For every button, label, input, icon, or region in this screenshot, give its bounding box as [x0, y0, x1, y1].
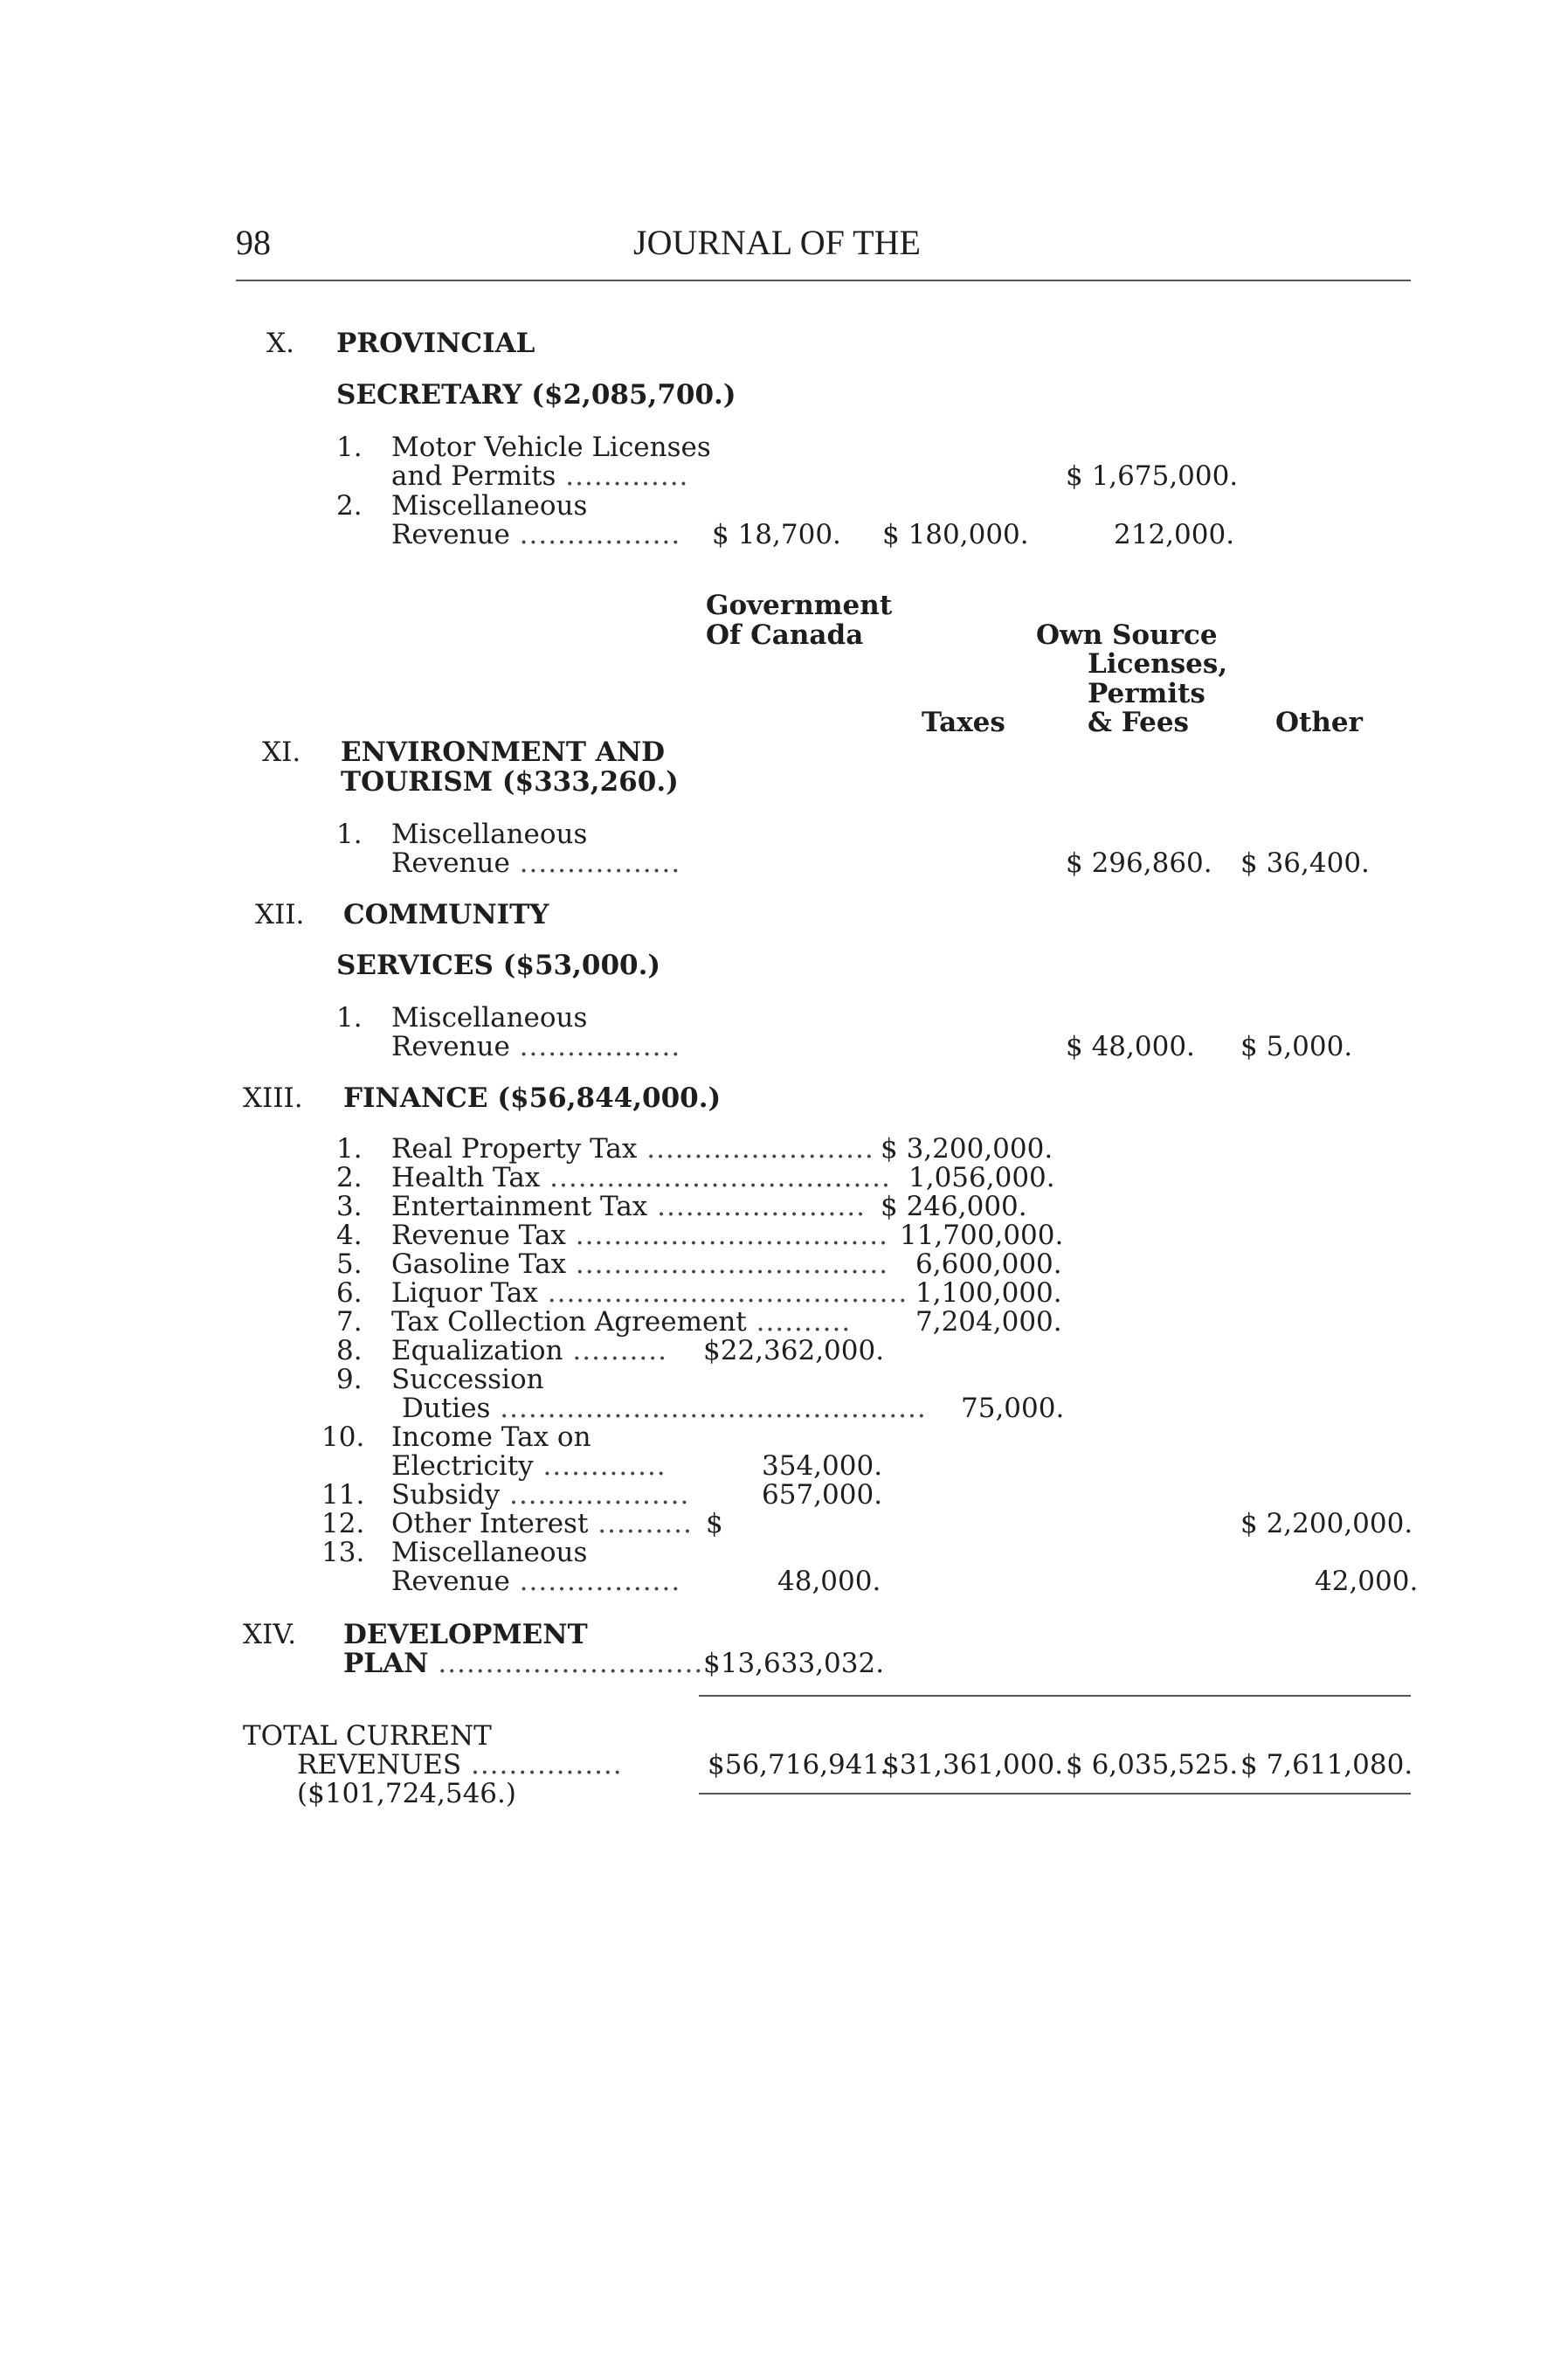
section-subtitle-xii: SERVICES ($53,000.) [336, 950, 661, 981]
item-number: 1. [336, 819, 363, 850]
taxes-value: $ 246,000. [881, 1191, 1027, 1222]
item-label: Subsidy ................... [391, 1479, 690, 1511]
item-label-cont: Electricity ............. [391, 1450, 667, 1482]
item-number: 4. [336, 1220, 363, 1251]
column-header-own-source: Own Source [1036, 619, 1218, 651]
item-label-cont: Revenue ................. [391, 519, 681, 550]
page-number: 98 [236, 223, 271, 262]
totals-top-rule [699, 1695, 1411, 1697]
item-label-cont: and Permits ............. [391, 460, 689, 492]
item-number: 13. [321, 1537, 365, 1568]
taxes-value: 75,000. [961, 1393, 1065, 1424]
taxes-value: $ 180,000. [882, 519, 1029, 550]
licenses-value: $ 1,675,000. [1066, 460, 1239, 492]
item-number: 10. [321, 1421, 365, 1453]
section-numeral-xiv: XIV. [243, 1619, 297, 1650]
item-number: 1. [336, 1002, 363, 1034]
total-licenses-value: $ 6,035,525. [1066, 1749, 1239, 1781]
item-label: Revenue Tax ................................. [391, 1220, 888, 1251]
section-title-xiii: FINANCE ($56,844,000.) [343, 1082, 722, 1114]
header-rule [236, 280, 1411, 281]
licenses-value: 212,000. [1114, 519, 1235, 550]
item-label: Real Property Tax ........................ [391, 1133, 874, 1165]
section-title-xii: COMMUNITY [343, 899, 549, 930]
item-label: Miscellaneous [391, 1002, 588, 1034]
item-number: 6. [336, 1277, 363, 1309]
licenses-value: $ 48,000. [1066, 1031, 1195, 1062]
item-label-cont: Revenue ................. [391, 1566, 681, 1597]
gov-value: $ 18,700. [712, 519, 841, 550]
item-number: 5. [336, 1248, 363, 1280]
item-label: Entertainment Tax ...................... [391, 1191, 866, 1222]
item-label-cont: Revenue ................. [391, 1031, 681, 1062]
item-number: 2. [336, 1162, 363, 1193]
section-numeral-xiii: XIII. [243, 1082, 303, 1114]
totals-label: REVENUES ................ [297, 1749, 623, 1781]
taxes-value: 1,056,000. [908, 1162, 1055, 1193]
taxes-value: 7,204,000. [915, 1306, 1062, 1338]
running-title: JOURNAL OF THE [633, 223, 921, 262]
item-label: Liquor Tax ...................................... [391, 1277, 908, 1309]
totals-bottom-rule [699, 1793, 1411, 1794]
column-header-other: Other [1275, 707, 1363, 738]
other-value: 42,000. [1315, 1566, 1419, 1597]
item-number: 1. [336, 1133, 363, 1165]
item-number: 1. [336, 432, 363, 463]
gov-value: $ [706, 1508, 723, 1539]
taxes-value: 6,600,000. [915, 1248, 1062, 1280]
gov-value: 48,000. [777, 1566, 881, 1597]
item-number: 2. [336, 490, 363, 522]
item-label: Health Tax .................................... [391, 1162, 891, 1193]
gov-value: $13,633,032. [703, 1648, 885, 1679]
total-gov-value: $56,716,941. [708, 1749, 889, 1781]
item-label: Succession [391, 1364, 544, 1395]
section-title-x: PROVINCIAL [336, 328, 535, 359]
totals-label: TOTAL CURRENT [243, 1720, 492, 1752]
item-label: Equalization .......... [391, 1335, 667, 1366]
item-label: Motor Vehicle Licenses [391, 432, 711, 463]
totals-label: ($101,724,546.) [297, 1778, 516, 1809]
column-header-government: Government [706, 590, 893, 621]
item-number: 3. [336, 1191, 363, 1222]
gov-value: $22,362,000. [703, 1335, 885, 1366]
item-label: Miscellaneous [391, 819, 588, 850]
item-number: 11. [321, 1479, 365, 1511]
item-number: 7. [336, 1306, 363, 1338]
taxes-value: $ 3,200,000. [881, 1133, 1053, 1165]
section-title-xiv: DEVELOPMENT [343, 1619, 588, 1650]
section-subtitle-x: SECRETARY ($2,085,700.) [336, 379, 736, 411]
other-value: $ 36,400. [1240, 847, 1370, 879]
gov-value: 657,000. [762, 1479, 883, 1511]
item-label-cont: Revenue ................. [391, 847, 681, 879]
other-value: $ 5,000. [1240, 1031, 1353, 1062]
item-number: 12. [321, 1508, 365, 1539]
item-number: 9. [336, 1364, 363, 1395]
column-header-taxes: Taxes [922, 707, 1005, 738]
section-numeral-xi: XI. [262, 736, 301, 768]
section-subtitle-xiv: PLAN ............................ [343, 1648, 704, 1679]
section-numeral-x: X. [266, 328, 294, 359]
section-numeral-xii: XII. [255, 899, 305, 930]
gov-value: 354,000. [762, 1450, 883, 1482]
section-subtitle-xi: TOURISM ($333,260.) [341, 766, 679, 798]
total-taxes-value: $31,361,000. [882, 1749, 1064, 1781]
item-label: Miscellaneous [391, 490, 588, 522]
item-label: Other Interest .......... [391, 1508, 693, 1539]
column-header-own-source: & Fees [1088, 707, 1189, 738]
taxes-value: 11,700,000. [900, 1220, 1064, 1251]
licenses-value: $ 296,860. [1066, 847, 1212, 879]
taxes-value: 1,100,000. [915, 1277, 1062, 1309]
item-label: Miscellaneous [391, 1537, 588, 1568]
item-number: 8. [336, 1335, 363, 1366]
item-label: Gasoline Tax ................................. [391, 1248, 889, 1280]
column-header-government: Of Canada [706, 619, 864, 651]
column-header-own-source: Licenses, [1088, 648, 1228, 680]
item-label-cont: Duties ............................................. [402, 1393, 927, 1424]
other-value: $ 2,200,000. [1240, 1508, 1413, 1539]
item-label: Income Tax on [391, 1421, 591, 1453]
section-title-xi: ENVIRONMENT AND [341, 736, 666, 768]
total-other-value: $ 7,611,080. [1240, 1749, 1413, 1781]
column-header-own-source: Permits [1088, 678, 1205, 709]
item-label: Tax Collection Agreement .......... [391, 1306, 852, 1338]
